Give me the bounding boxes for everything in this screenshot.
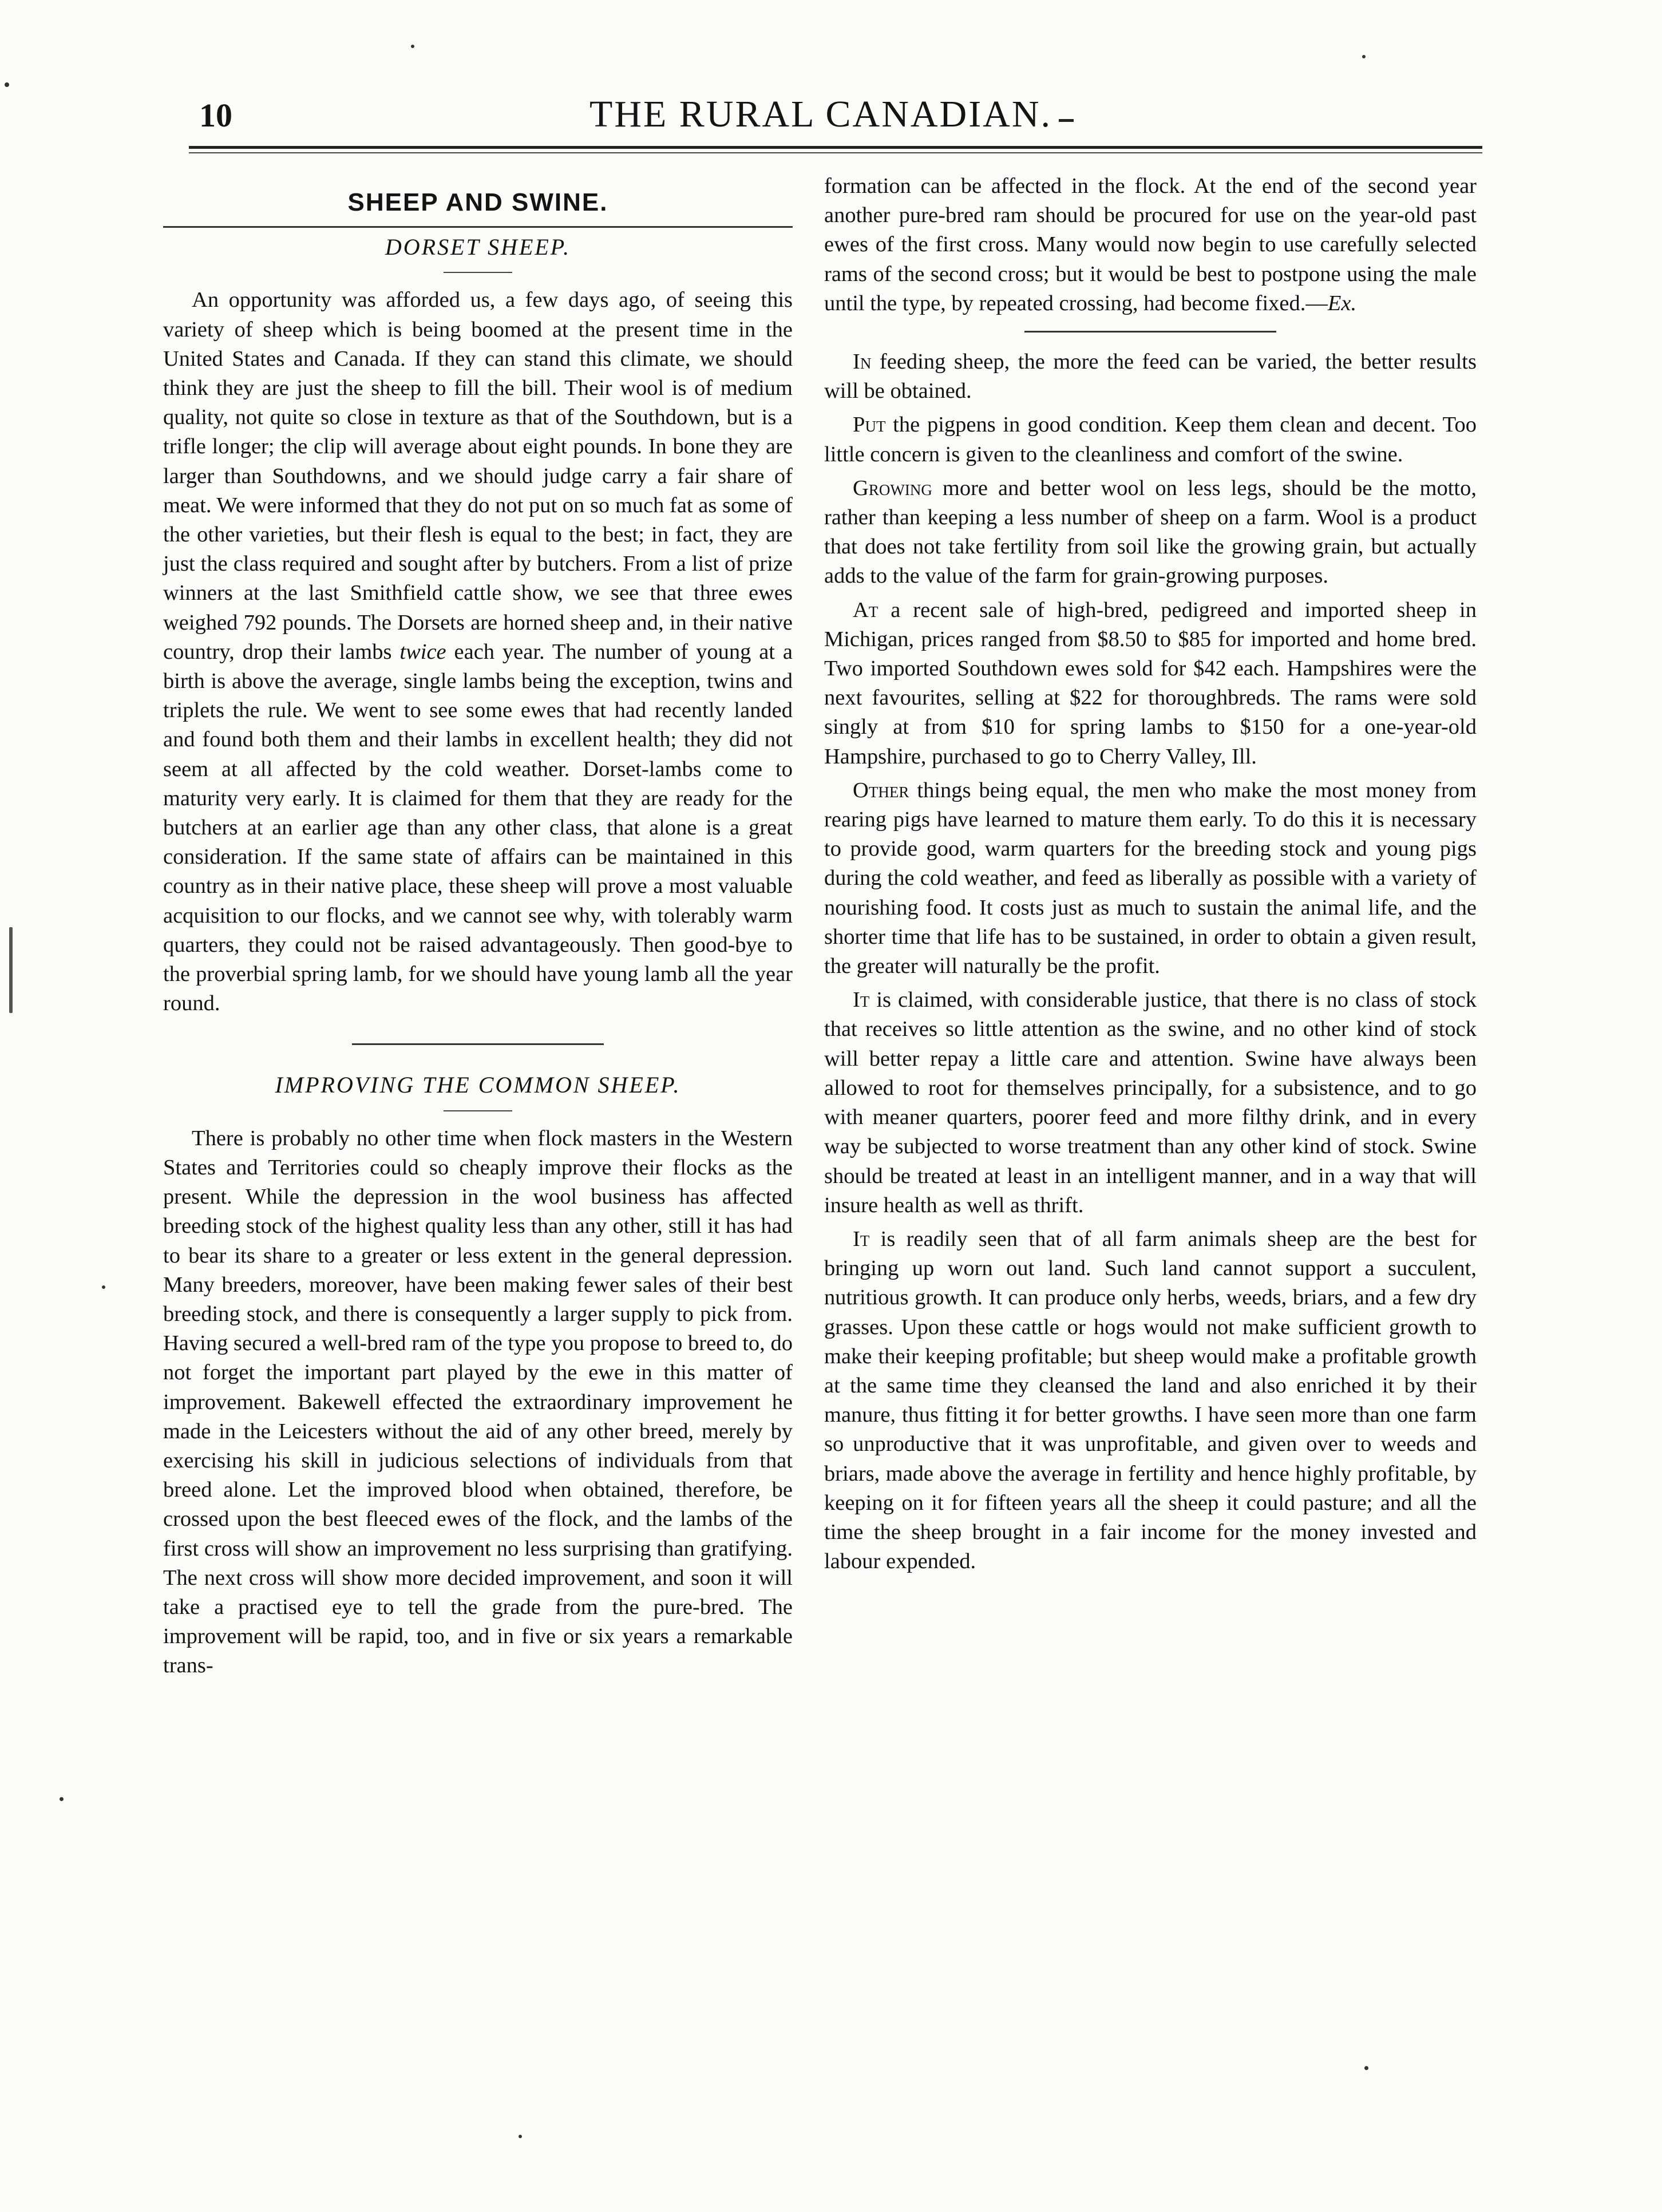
right-column — [824, 172, 1477, 1576]
speck — [519, 2135, 522, 2138]
news-item: It is readily seen that of all farm animals sheep are the best for bringing up worn out land. Such land cannot support a succulent, nutritious growth. It can produce only herbs, weeds, briars, and a few dry grasses. Upon these cattle or hogs would not make sufficient growth to make their keeping profitable; but sheep would make a profitable growth at the same time they cleansed the land and also enriched it by their manure, thus fitting it for better growths. I have seen more than one farm so unproductive that it was unprofitable, and given over to weeds and briars, made above the average in fertility and hence highly profitable, by keeping on it for fifteen years all the sheep it could pasture; and all the time the sheep brought in a fair income for the money invested and labour expended. — [824, 1226, 1477, 1574]
article-body-improving-continued: formation can be affected in the flock. At the end of the second year another pure-bred ram should be procured for use on the year-old past ewes of the first cross. Many would now begin to use carefully selected rams of the second cross; but it would be best to postpone using the male until the type, by repeated crossing, had become fixed.—Ex. — [824, 174, 1477, 315]
title-rule — [444, 272, 512, 273]
speck — [9, 927, 13, 1013]
article-body-improving: There is probably no other time when flock masters in the Western States and Territories could so cheaply improve their flocks as the present. While the depression in the wool business has affected breeding stock of the highest quality less than any other, still it has had to bear its share to a greater or less extent in the general depression. Many breeders, moreover, have been making fewer sales of their best breeding stock, and there is consequently a larger supply to pick from. Having secured a well-bred ram of the type you propose to breed to, do not forget the important part played by the ewe in this matter of improvement. Bakewell effected the extraordinary improvement he made in the Leicesters without the aid of any other breed, merely by exercising his skill in judicious selections of individuals from that breed alone. Let the improved blood when obtained, therefore, be crossed upon the best fleeced ewes of the flock, and the lambs of the first cross will show an improvement no less surprising than gratifying. The next cross will show more decided improvement, and soon it will take a practised eye to tell the grade from the pure-bred. The improvement will be rapid, too, and in five or six years a remarkable trans- — [163, 1126, 793, 1678]
article-separator — [352, 1043, 604, 1045]
article-body-dorset: An opportunity was afforded us, a few days ago, of seeing this variety of sheep which is being boomed at the present time in the United States and Canada. If they can stand this climate, we should think they are just the sheep to fill the bill. Their wool is of medium quality, not quite so close in texture as that of the Southdown, but is a trifle longer; the clip will average about eight pounds. In bone they are larger than Southdowns, and we should judge carry a fair share of meat. We were informed that they do not put on so much fat as some of the other varieties, but their flesh is equal to the best; in fact, they are just the class required and sought after by butchers. From a list of prize winners at the last Smithfield cattle show, we see that three ewes weighed 792 pounds. The Dorsets are horned sheep and, in their native country, drop their lambs twice each year. The number of young at a birth is above the average, single lambs being the exception, twins and triplets the rule. We went to see some ewes that had recently landed and found both them and their lambs in excellent health; they did not seem at all affected by the cold weather. Dorset-lambs come to maturity very early. It is claimed for them that they are ready for the butchers at an earlier age than any other class, that alone is a great consideration. If the same state of affairs can be maintained in this country as in their native place, these sheep will prove a most valuable acquisition to our flocks, and we cannot see why, with tolerably warm quarters, they could not be raised advantageously. Then good-bye to the proverbial spring lamb, for we should have young lamb all the year round. — [163, 288, 793, 1016]
title-rule — [444, 1110, 512, 1111]
masthead-title: THE RURAL CANADIAN. — [589, 93, 1052, 135]
section-rule — [163, 226, 793, 228]
news-item: Put the pigpens in good condition. Keep them clean and decent. Too little concern is given to the cleanliness and comfort of the swine. — [824, 413, 1477, 466]
header-rule — [189, 146, 1482, 149]
news-item: Growing more and better wool on less legs, should be the motto, rather than keeping a less number of sheep on a farm. Wool is a product that does not take fertility from soil like the growing grain, but actually adds to the value of the farm for grain-growing purposes. — [824, 476, 1477, 588]
speck — [60, 1797, 64, 1801]
article-title-improving: IMPROVING THE COMMON SHEEP. — [275, 1072, 681, 1098]
article-separator — [1024, 331, 1276, 333]
news-item: Other things being equal, the men who make the most money from rearing pigs have learned to mature them early. To do this it is necessary to provide good, warm quarters for the breeding stock and young pigs during the cold weather, and feed as liberally as possible with a variety of nourishing food. It costs just as much to sustain the animal life, and the shorter time that life has to be sustained, in order to obtain a given result, the greater will naturally be the profit. — [824, 778, 1477, 979]
article-title-dorset: DORSET SHEEP. — [385, 234, 571, 260]
news-item: It is claimed, with considerable justice, that there is no class of stock that receives so little attention as the swine, and no other kind of stock will better repay a little care and attention. Swine have always been allowed to root for themselves principally, for a subsistence, and to go with meaner quarters, poorer feed and more filthy drink, and in every way be subjected to worse treatment than any other kind of stock. Swine should be treated at least in an intelligent manner, and in a way that will insure health as well as thrift. — [824, 988, 1477, 1217]
speck — [1362, 55, 1366, 58]
speck — [1364, 2066, 1368, 2070]
speck — [411, 45, 414, 48]
header-rule-thin — [189, 152, 1482, 153]
left-column — [163, 172, 793, 1681]
news-item: In feeding sheep, the more the feed can be varied, the better results will be obtained. — [824, 350, 1477, 403]
section-title: SHEEP AND SWINE. — [347, 188, 608, 216]
page-number: 10 — [199, 97, 232, 134]
masthead-dash — [1059, 119, 1074, 122]
speck — [102, 1285, 105, 1289]
speck — [5, 82, 9, 87]
news-item: At a recent sale of high-bred, pedigreed and imported sheep in Michigan, prices ranged from $8.50 to $85 for imported and home bred. Two imported Southdown ewes sold for $42 each. Hampshires were the next favourites, selling at $22 for thoroughbreds. The rams were sold singly at from $10 for spring lambs to $150 for a one-year-old Hampshire, purchased to go to Cherry Valley, Ill. — [824, 597, 1477, 769]
